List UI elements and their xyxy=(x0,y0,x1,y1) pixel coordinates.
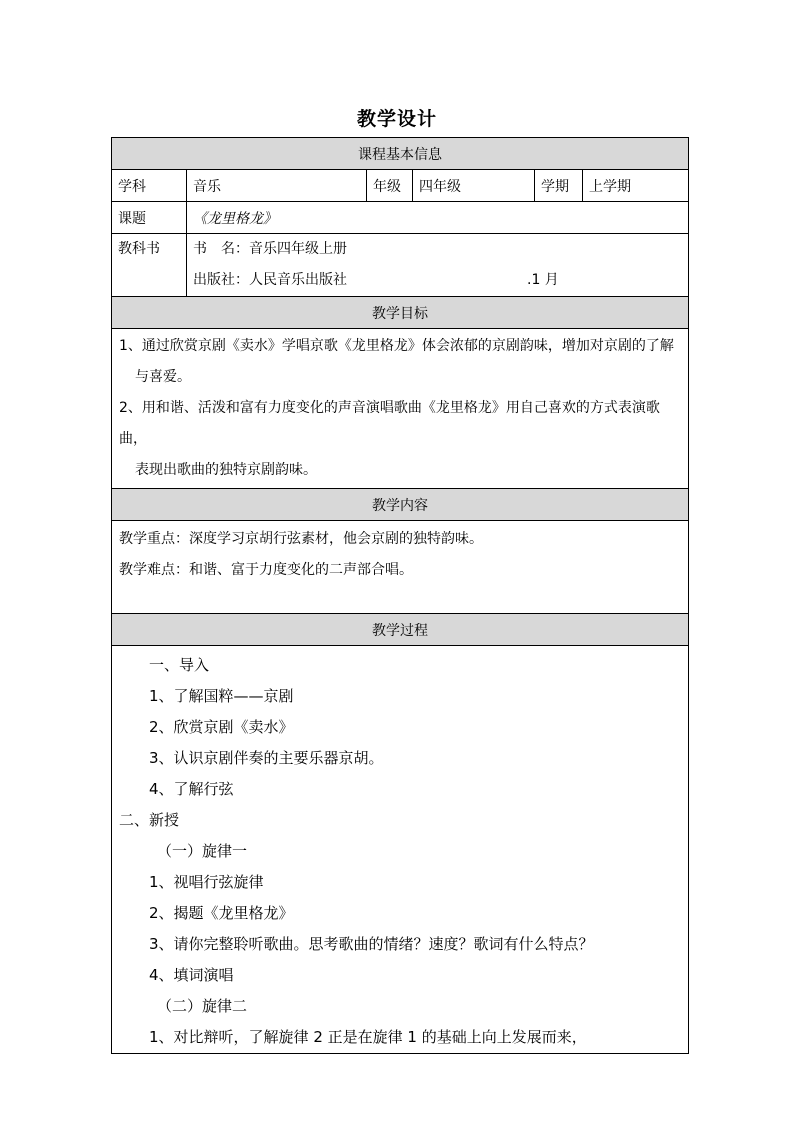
process-line: 1、对比辩听，了解旋律 2 正是在旋律 1 的基础上向上发展而来， xyxy=(149,1028,587,1046)
page-title: 教学设计 xyxy=(356,108,437,130)
process-line: 2、揭题《龙里格龙》 xyxy=(149,904,294,922)
content-header: 教学内容 xyxy=(112,489,689,521)
process-line: （二）旋律二 xyxy=(157,997,248,1015)
key-point: 教学重点：深度学习京胡行弦素材，他会京剧的独特韵味。 xyxy=(119,531,483,547)
objective-1-line-1: 1、通过欣赏京剧《卖水》学唱京歌《龙里格龙》体会浓郁的京剧韵味，增加对京剧的了解 xyxy=(119,338,674,354)
textbook-info xyxy=(187,234,689,297)
process-line: 3、请你完整聆听歌曲。思考歌曲的情绪？速度？歌词有什么特点？ xyxy=(149,935,594,953)
term-value: 上学期 xyxy=(583,170,689,202)
process-body xyxy=(112,646,689,1054)
process-line: 4、了解行弦 xyxy=(149,780,234,798)
subject-value: 音乐 xyxy=(187,170,367,202)
process-line: 1、了解国粹——京剧 xyxy=(149,687,294,705)
process-line: 3、认识京剧伴奏的主要乐器京胡。 xyxy=(149,749,384,767)
objective-2-line-1: 2、用和谐、活泼和富有力度变化的声音演唱歌曲《龙里格龙》用自己喜欢的方式表演歌曲， xyxy=(119,400,660,447)
grade-label: 年级 xyxy=(367,170,413,202)
textbook-publisher-line xyxy=(193,265,682,296)
textbook-label: 教科书 xyxy=(112,234,187,297)
difficulty-point: 教学难点：和谐、富于力度变化的二声部合唱。 xyxy=(119,562,413,578)
term-label: 学期 xyxy=(535,170,583,202)
process-line: 二、新授 xyxy=(119,811,180,829)
process-line: 一、导入 xyxy=(149,656,210,674)
objectives-header: 教学目标 xyxy=(112,297,689,329)
process-line: 4、填词演唱 xyxy=(149,966,234,984)
textbook-name: 书 名：音乐四年级上册 xyxy=(193,241,347,257)
topic-label: 课题 xyxy=(112,202,187,234)
topic-value: 《龙里格龙》 xyxy=(187,202,689,234)
lesson-plan-table xyxy=(111,137,689,1054)
process-header: 教学过程 xyxy=(112,614,689,646)
process-line: 2、欣赏京剧《卖水》 xyxy=(149,718,294,736)
content-body xyxy=(112,521,689,614)
objective-1-line-2: 与喜爱。 xyxy=(135,369,191,385)
grade-value: 四年级 xyxy=(413,170,535,202)
basic-info-header: 课程基本信息 xyxy=(112,138,689,170)
objective-2-line-2: 表现出歌曲的独特京剧韵味。 xyxy=(135,462,317,478)
subject-label: 学科 xyxy=(112,170,187,202)
objectives-body xyxy=(112,329,689,489)
process-line: （一）旋律一 xyxy=(157,842,248,860)
textbook-date: .1 月 xyxy=(527,272,559,288)
process-line: 1、视唱行弦旋律 xyxy=(149,873,264,891)
textbook-publisher: 出版社：人民音乐出版社 xyxy=(193,272,347,288)
